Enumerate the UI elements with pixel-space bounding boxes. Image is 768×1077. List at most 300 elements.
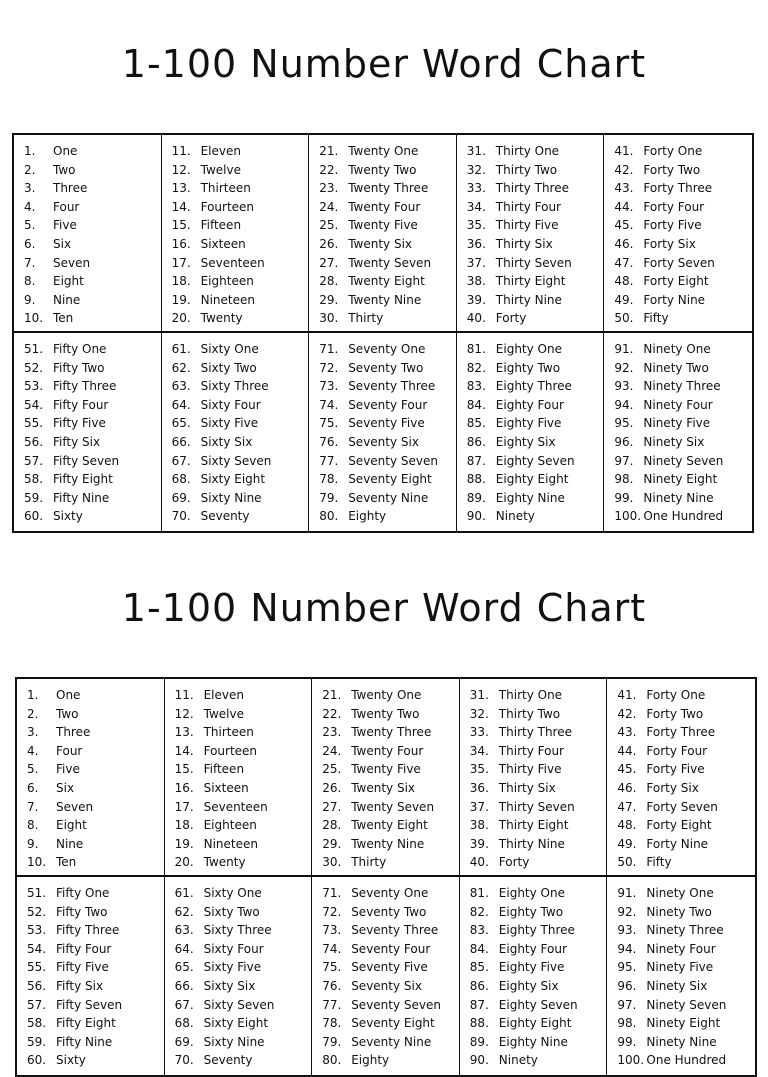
list-item [614, 198, 752, 217]
number-label: 86. [466, 434, 486, 449]
number-word: Ten [53, 311, 74, 326]
table-row-1-50 [17, 679, 755, 877]
number-word: Forty Seven [646, 799, 718, 814]
list-item [470, 760, 607, 779]
list-item [172, 254, 309, 273]
number-label: 65. [174, 960, 194, 975]
number-label: 96. [617, 978, 637, 993]
number-label: 3. [27, 725, 39, 740]
number-word: Fourteen [203, 743, 258, 758]
list-item [175, 903, 312, 922]
number-word: Twenty Three [351, 725, 432, 740]
number-label: 64. [171, 397, 191, 412]
list-item [24, 414, 161, 433]
list-item [175, 835, 312, 854]
number-word: Sixty [56, 1053, 86, 1068]
list-item [322, 1014, 459, 1033]
number-word: Fifty Two [53, 360, 105, 375]
number-label: 57. [27, 997, 47, 1012]
number-word: Seventy [200, 509, 250, 524]
number-word: Thirteen [200, 181, 251, 196]
number-label: 82. [466, 360, 486, 375]
list-item [322, 705, 459, 724]
number-label: 71. [319, 342, 339, 356]
number-label: 14. [174, 743, 194, 758]
number-label: 23. [322, 725, 342, 740]
number-word: Fourteen [200, 199, 255, 214]
number-label: 60. [24, 509, 44, 524]
number-word: Seven [56, 799, 94, 814]
number-word: Forty Nine [643, 292, 706, 307]
list-item [172, 235, 309, 254]
list-item [470, 1051, 607, 1070]
number-label: 41. [617, 688, 637, 702]
number-word: Twenty Eight [351, 818, 428, 833]
list-item [617, 798, 755, 817]
number-word: Thirty Three [495, 181, 569, 196]
number-label: 78. [322, 1016, 342, 1031]
number-label: 62. [171, 360, 191, 375]
number-label: 85. [466, 416, 486, 431]
number-label: 16. [171, 236, 191, 251]
number-label: 15. [171, 218, 191, 233]
number-label: 19. [174, 836, 194, 851]
number-word: Forty One [646, 688, 706, 702]
list-item [617, 723, 755, 742]
number-label: 95. [614, 416, 634, 431]
table-cell [604, 333, 752, 531]
list-item [614, 216, 752, 235]
list-item [172, 470, 309, 489]
number-word: Two [56, 706, 79, 721]
number-word: One Hundred [646, 1053, 727, 1068]
list-item [27, 798, 164, 817]
list-item [470, 779, 607, 798]
number-word: Four [56, 743, 83, 758]
number-label: 10. [24, 311, 44, 326]
number-label: 96. [614, 434, 634, 449]
number-label: 26. [319, 236, 339, 251]
number-word: Forty Two [646, 706, 704, 721]
list-item [617, 853, 755, 872]
list-item [24, 489, 161, 508]
list-item [470, 1014, 607, 1033]
list-item [172, 216, 309, 235]
number-word: Five [56, 762, 80, 777]
list-item [617, 1051, 755, 1070]
number-word: Seventy Two [348, 360, 424, 375]
list-item [614, 414, 752, 433]
number-label: 12. [171, 162, 191, 177]
number-word: Twenty Four [351, 743, 424, 758]
number-label: 11. [171, 144, 191, 158]
table-cell [460, 679, 608, 875]
list-item [467, 291, 604, 310]
number-word: One [53, 144, 78, 158]
list-item [322, 996, 459, 1015]
list-item [319, 470, 456, 489]
list-item [614, 452, 752, 471]
list-item [175, 884, 312, 903]
number-label: 47. [614, 255, 634, 270]
number-label: 100. [614, 509, 642, 524]
list-item [614, 161, 752, 180]
number-label: 42. [614, 162, 634, 177]
number-label: 59. [24, 490, 44, 505]
number-label: 56. [24, 434, 44, 449]
list-item [614, 377, 752, 396]
number-word: Sixty Three [200, 379, 269, 394]
number-word: Fifty [643, 311, 669, 326]
number-word: Ninety Three [646, 923, 724, 938]
number-label: 18. [174, 818, 194, 833]
list-item [467, 452, 604, 471]
number-label: 82. [469, 904, 489, 919]
number-word: Twenty Three [348, 181, 429, 196]
number-label: 17. [171, 255, 191, 270]
list-item [24, 507, 161, 526]
number-word: Thirty Seven [498, 799, 575, 814]
table-cell [309, 135, 457, 331]
number-word: Fifty Two [56, 904, 108, 919]
number-word: Twenty Seven [348, 255, 432, 270]
number-word: Thirty Two [498, 706, 561, 721]
list-item [322, 940, 459, 959]
list-item [27, 1051, 164, 1070]
list-item [172, 452, 309, 471]
list-item [617, 816, 755, 835]
number-word: Forty Four [643, 199, 705, 214]
list-item [27, 884, 164, 903]
number-label: 39. [469, 836, 489, 851]
number-word: Twenty Five [351, 762, 421, 777]
number-label: 30. [319, 311, 339, 326]
number-word: Ninety Three [643, 379, 721, 394]
number-word: Ninety Five [646, 960, 714, 975]
number-label: 68. [171, 472, 191, 487]
number-word: Ninety Six [643, 434, 705, 449]
number-label: 76. [322, 978, 342, 993]
list-item [322, 921, 459, 940]
list-item [24, 470, 161, 489]
list-item [27, 921, 164, 940]
list-item [617, 1014, 755, 1033]
number-word: Fifty Seven [56, 997, 123, 1012]
number-word: Nine [56, 836, 84, 851]
number-label: 28. [322, 818, 342, 833]
list-item [175, 779, 312, 798]
table-cell [17, 679, 165, 875]
number-word: Sixteen [200, 236, 246, 251]
number-label: 1. [27, 688, 39, 702]
list-item [617, 1033, 755, 1052]
number-word: Eighty Nine [495, 490, 565, 505]
list-item [175, 853, 312, 872]
list-item [322, 742, 459, 761]
list-item [27, 835, 164, 854]
list-item [617, 958, 755, 977]
number-label: 50. [617, 855, 637, 870]
number-word: Forty Two [643, 162, 701, 177]
list-item [24, 161, 161, 180]
number-word: Eighty Nine [498, 1034, 568, 1049]
number-word: Twenty One [348, 144, 419, 158]
list-item [467, 216, 604, 235]
number-word: Fifteen [203, 762, 245, 777]
list-item [467, 198, 604, 217]
number-word: Seventy Nine [351, 1034, 432, 1049]
number-word: Five [53, 218, 77, 233]
list-item [27, 996, 164, 1015]
number-label: 72. [319, 360, 339, 375]
list-item [614, 433, 752, 452]
number-label: 58. [24, 472, 44, 487]
number-label: 97. [614, 453, 634, 468]
number-word: Eighty [351, 1053, 390, 1068]
number-word: Sixty Five [203, 960, 262, 975]
number-label: 70. [174, 1053, 194, 1068]
number-word: Fifty Six [53, 434, 101, 449]
list-item [322, 853, 459, 872]
number-label: 72. [322, 904, 342, 919]
number-word: Eighteen [203, 818, 257, 833]
number-word: Forty Five [646, 762, 705, 777]
number-label: 13. [171, 181, 191, 196]
list-item [24, 377, 161, 396]
list-item [27, 779, 164, 798]
number-word: Fifty Five [53, 416, 106, 431]
number-label: 93. [617, 923, 637, 938]
list-item [614, 340, 752, 359]
table-cell [14, 135, 162, 331]
list-item [175, 816, 312, 835]
number-word: Thirty Five [498, 762, 562, 777]
number-label: 40. [469, 855, 489, 870]
list-item [319, 198, 456, 217]
number-label: 65. [171, 416, 191, 431]
list-item [322, 1033, 459, 1052]
number-word: Twenty [200, 311, 243, 326]
number-word: Thirty Three [498, 725, 572, 740]
number-label: 32. [469, 706, 489, 721]
list-item [172, 359, 309, 378]
list-item [175, 723, 312, 742]
number-label: 43. [617, 725, 637, 740]
list-item [319, 340, 456, 359]
number-word: Seven [53, 255, 91, 270]
number-word: Seventy Three [351, 923, 439, 938]
list-item [27, 760, 164, 779]
list-item [617, 779, 755, 798]
list-item [172, 433, 309, 452]
number-word: Eighty Two [498, 904, 564, 919]
list-item [470, 798, 607, 817]
list-item [172, 396, 309, 415]
number-word: Sixty Five [200, 416, 259, 431]
table-cell [460, 877, 608, 1075]
table-row-51-100 [17, 877, 755, 1075]
number-word: Eighty One [498, 886, 565, 900]
number-label: 58. [27, 1016, 47, 1031]
list-item [27, 1014, 164, 1033]
number-label: 79. [322, 1034, 342, 1049]
list-item [172, 179, 309, 198]
number-word: Ninety One [646, 886, 714, 900]
list-item [27, 816, 164, 835]
number-label: 85. [469, 960, 489, 975]
number-label: 38. [466, 274, 486, 289]
number-word: Twelve [200, 162, 241, 177]
number-word: Twenty Nine [351, 836, 425, 851]
number-word: Twenty [203, 855, 246, 870]
number-word: Three [56, 725, 91, 740]
list-item [175, 1051, 312, 1070]
number-word: Seventy Eight [348, 472, 432, 487]
number-word: Seventy Four [348, 397, 428, 412]
list-item [470, 686, 607, 705]
number-label: 92. [617, 904, 637, 919]
list-item [617, 686, 755, 705]
list-item [319, 414, 456, 433]
number-label: 43. [614, 181, 634, 196]
list-item [175, 996, 312, 1015]
number-word: Ninety Two [643, 360, 709, 375]
list-item [614, 309, 752, 328]
number-word: Fifty Six [56, 978, 104, 993]
number-label: 22. [322, 706, 342, 721]
number-word: Seventy Two [351, 904, 427, 919]
number-word: Sixty One [200, 342, 259, 356]
list-item [467, 272, 604, 291]
number-word: Fifty Eight [56, 1016, 116, 1031]
number-label: 49. [614, 292, 634, 307]
number-label: 61. [171, 342, 191, 356]
number-word: Fifty Nine [53, 490, 110, 505]
number-label: 74. [322, 941, 342, 956]
number-label: 34. [466, 199, 486, 214]
number-label: 100. [617, 1053, 645, 1068]
number-word: Sixty One [203, 886, 262, 900]
number-label: 86. [469, 978, 489, 993]
number-label: 71. [322, 886, 342, 900]
number-label: 4. [27, 743, 39, 758]
list-item [470, 853, 607, 872]
number-label: 73. [322, 923, 342, 938]
number-label: 9. [24, 292, 36, 307]
number-label: 5. [24, 218, 36, 233]
number-word: Thirty Nine [495, 292, 562, 307]
list-item [467, 142, 604, 161]
list-item [617, 996, 755, 1015]
list-item [614, 507, 752, 526]
table-cell [604, 135, 752, 331]
number-word: Forty [495, 311, 527, 326]
number-word: Ninety Seven [643, 453, 724, 468]
number-word: Forty Three [643, 181, 713, 196]
number-label: 29. [322, 836, 342, 851]
list-item [322, 958, 459, 977]
number-label: 70. [171, 509, 191, 524]
list-item [617, 921, 755, 940]
list-item [27, 742, 164, 761]
number-word: Thirty Five [495, 218, 559, 233]
number-word: Sixty Two [203, 904, 260, 919]
list-item [470, 921, 607, 940]
list-item [467, 377, 604, 396]
table-cell [14, 333, 162, 531]
list-item [467, 309, 604, 328]
list-item [24, 179, 161, 198]
list-item [319, 142, 456, 161]
number-word: Eighty One [495, 342, 562, 356]
number-label: 27. [322, 799, 342, 814]
number-word: Fifty Four [56, 941, 112, 956]
number-word: Twenty Six [351, 780, 416, 795]
number-word: Sixty Two [200, 360, 257, 375]
number-word: Thirty Four [495, 199, 561, 214]
number-word: Seventy Five [348, 416, 425, 431]
table-cell [165, 679, 313, 875]
number-word: Fifty [646, 855, 672, 870]
number-label: 90. [469, 1053, 489, 1068]
number-word: Eighty Five [498, 960, 565, 975]
number-label: 66. [171, 434, 191, 449]
number-word: Ninety Two [646, 904, 712, 919]
number-word: Eighty Six [495, 434, 556, 449]
list-item [470, 903, 607, 922]
number-word: Twenty Two [348, 162, 417, 177]
number-word: Twenty Five [348, 218, 418, 233]
number-word: Forty Four [646, 743, 708, 758]
list-item [467, 470, 604, 489]
number-label: 14. [171, 199, 191, 214]
list-item [319, 359, 456, 378]
list-item [27, 977, 164, 996]
list-item [175, 1033, 312, 1052]
number-label: 39. [466, 292, 486, 307]
table-cell [162, 333, 310, 531]
number-word: Twenty Six [348, 236, 413, 251]
number-word: Seventy One [348, 342, 426, 356]
number-label: 24. [319, 199, 339, 214]
list-item [617, 835, 755, 854]
number-label: 12. [174, 706, 194, 721]
number-label: 49. [617, 836, 637, 851]
list-item [467, 254, 604, 273]
number-word: Forty Eight [646, 818, 712, 833]
number-word: Sixteen [203, 780, 249, 795]
number-label: 88. [469, 1016, 489, 1031]
number-label: 25. [322, 762, 342, 777]
list-item [319, 216, 456, 235]
number-label: 84. [466, 397, 486, 412]
number-label: 51. [27, 886, 47, 900]
list-item [322, 760, 459, 779]
list-item [172, 161, 309, 180]
number-word: Sixty Nine [200, 490, 262, 505]
list-item [24, 272, 161, 291]
number-word: Sixty Nine [203, 1034, 265, 1049]
number-word: Seventy Three [348, 379, 436, 394]
page-title: 1-100 Number Word Chart [121, 586, 647, 630]
number-label: 44. [617, 743, 637, 758]
number-word: Thirty [351, 855, 387, 870]
number-label: 60. [27, 1053, 47, 1068]
number-label: 9. [27, 836, 39, 851]
list-item [319, 489, 456, 508]
list-item [617, 903, 755, 922]
number-word: Sixty Eight [200, 472, 266, 487]
